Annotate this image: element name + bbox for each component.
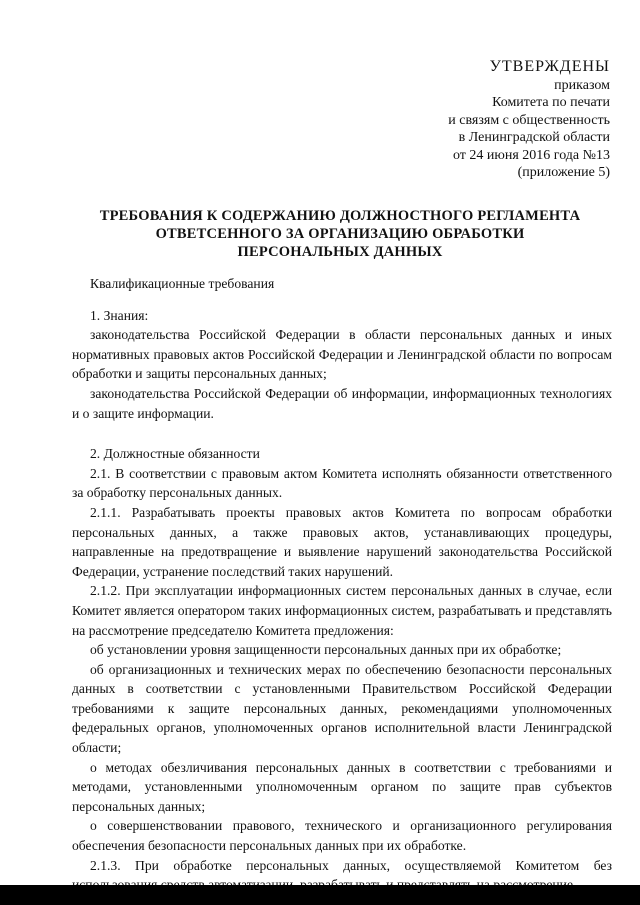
knowledge-item: законодательства Российской Федерации об информации, информационных технологиях и о защите информации.: [72, 385, 612, 421]
duties-heading: 2. Должностные обязанности: [90, 446, 260, 462]
duties-paragraph: об установлении уровня защищенности персональных данных при их обработке;: [90, 642, 562, 658]
spacer: [72, 423, 612, 444]
duties-paragraph: 2.1.2. При эксплуатации информационных систем персональных данных в случае, если Комитет является оператором таких информационных систем, разрабатывать и представлять на рассмотрение председателю Комитета предложения:: [72, 583, 612, 638]
duties-paragraph: 2.1.1. Разрабатывать проекты правовых актов Комитета по вопросам обработки персональных данных, а также правовых актов, устанавливающих процедуры, направленные на предотвращение и выявление нарушений законодательства Российской Федерации, устранение последствий таких нарушений.: [72, 504, 612, 579]
document-body: [72, 270, 612, 895]
duties-paragraph: о совершенствовании правового, технического и организационного регулирования обеспечения безопасности персональных данных при их обработке.: [72, 818, 612, 854]
document-title-line: ПЕРСОНАЛЬНЫХ ДАННЫХ: [237, 244, 443, 260]
scan-edge-bar: [0, 885, 640, 905]
duties-paragraph: о методах обезличивания персональных данных в соответствии с требованиями и методами, установленными уполномоченным органом по защите прав субъектов персональных данных;: [72, 759, 612, 814]
approval-line: от 24 июня 2016 года №13: [452, 147, 610, 163]
approval-line: Комитета по печати: [492, 95, 610, 110]
document-title: [70, 207, 610, 261]
approval-title: УТВЕРЖДЕНЫ: [489, 58, 610, 75]
approval-stamp: [448, 58, 610, 182]
section-qualification-heading: Квалификационные требования: [90, 276, 275, 291]
knowledge-heading: 1. Знания:: [90, 307, 149, 323]
document-title-line: ОТВЕТСЕННОГО ЗА ОРГАНИЗАЦИЮ ОБРАБОТКИ: [155, 226, 525, 242]
knowledge-item: законодательства Российской Федерации в области персональных данных и иных нормативных правовых актов Российской Федерации и Ленинградской области по вопросам обработки и защиты персональных данных;: [72, 327, 612, 382]
duties-paragraph: 2.1.3. При обработке персональных данных, осуществляемой Комитетом без: [90, 857, 612, 873]
document-title-line: ТРЕБОВАНИЯ К СОДЕРЖАНИЮ ДОЛЖНОСТНОГО РЕГЛАМЕНТА: [99, 208, 581, 224]
approval-line: в Ленинградской области: [458, 130, 610, 145]
approval-line: (приложение 5): [517, 165, 610, 180]
duties-paragraph: 2.1. В соответствии с правовым актом Комитета исполнять обязанности ответственного за обработку персональных данных.: [72, 465, 612, 501]
approval-line: приказом: [554, 77, 610, 93]
duties-paragraph: об организационных и технических мерах по обеспечению безопасности персональных данных в соответствии с установленными Правительством Российской Федерации требованиями к защите персональных данных, рекомендациями уполномоченных федеральных органов, уполномоченных органов исполнительной власти Ленинградской области;: [72, 661, 612, 756]
approval-line: и связям с общественность: [448, 112, 610, 128]
